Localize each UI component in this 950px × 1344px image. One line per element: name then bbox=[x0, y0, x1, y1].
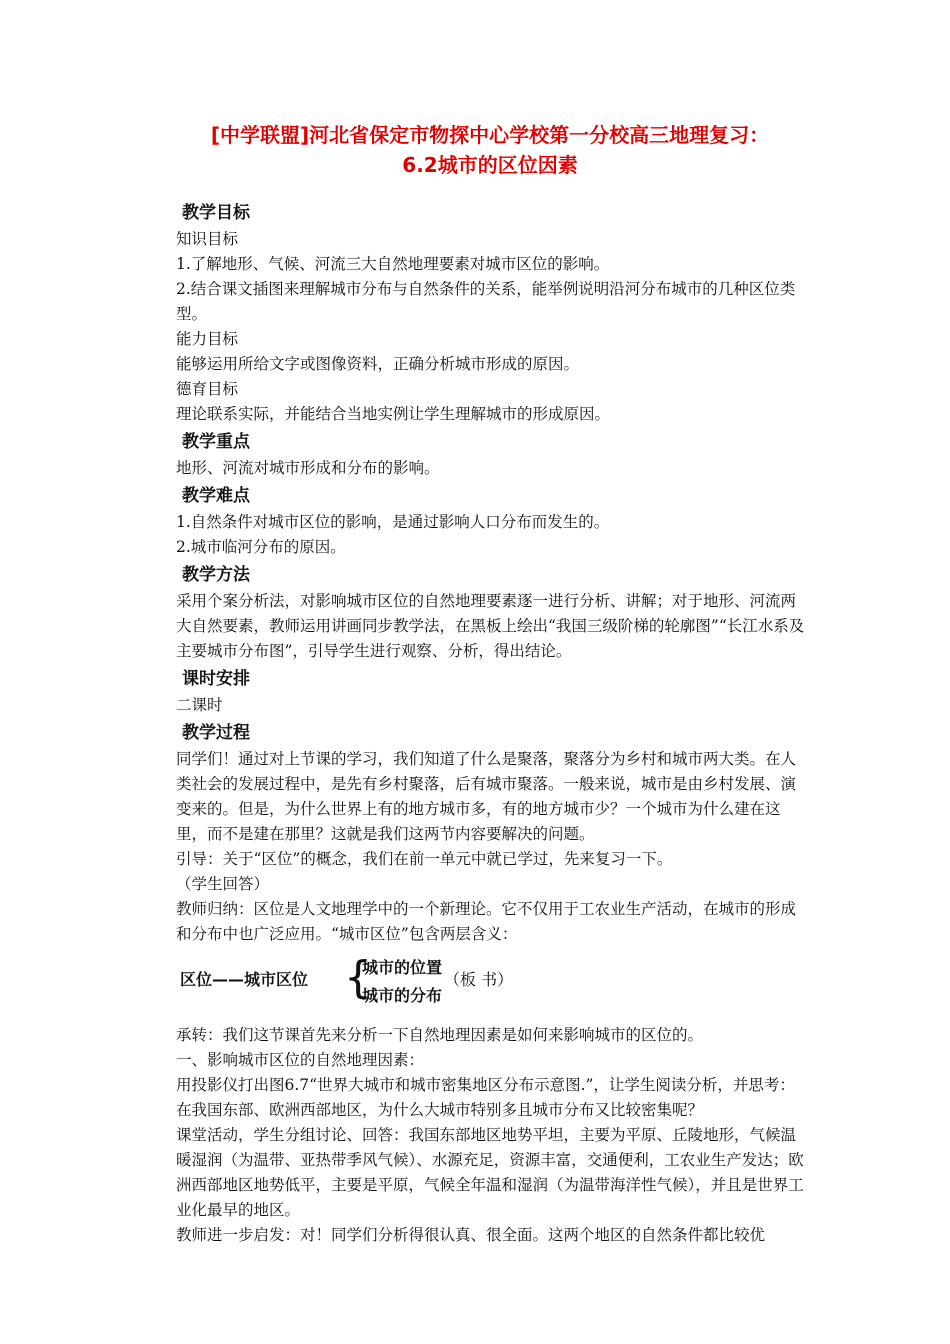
heading-process: 教学过程 bbox=[182, 723, 250, 743]
moral-label: 德育目标 bbox=[176, 380, 239, 398]
heading-methods: 教学方法 bbox=[182, 565, 250, 585]
blackboard-formula bbox=[176, 951, 808, 1011]
process-paragraph-3: （学生回答） bbox=[176, 875, 270, 893]
formula-item-1: 城市的位置 bbox=[362, 958, 443, 977]
process-paragraph-5: 承转：我们这节课首先来分析一下自然地理因素是如何来影响城市的区位的。 bbox=[176, 1026, 704, 1044]
heading-difficulties: 教学难点 bbox=[182, 486, 250, 506]
heading-goals: 教学目标 bbox=[182, 203, 250, 223]
process-paragraph-2: 引导：关于“区位”的概念，我们在前一单元中就已学过，先来复习一下。 bbox=[176, 850, 673, 868]
heading-schedule: 课时安排 bbox=[182, 669, 250, 689]
methods-text: 采用个案分析法，对影响城市区位的自然地理要素逐一进行分析、讲解；对于地形、河流两大自然要素，教师运用讲画同步教学法，在黑板上绘出“我国三级阶梯的轮廓图”“长江水系及主要城市分布图”，引导学生进行观察、分析，得出结论。 bbox=[176, 592, 805, 660]
brace-icon: { bbox=[344, 952, 372, 1003]
difficulty-item-2: 2.城市临河分布的原因。 bbox=[176, 538, 346, 556]
formula-note: （板 书） bbox=[444, 970, 514, 989]
schedule-text: 二课时 bbox=[176, 696, 223, 714]
title-line-1: [中学联盟]河北省保定市物探中心学校第一分校高三地理复习： bbox=[210, 123, 770, 147]
knowledge-label: 知识目标 bbox=[176, 230, 239, 248]
document-title bbox=[150, 120, 830, 180]
ability-text: 能够运用所给文字或图像资料，正确分析城市形成的原因。 bbox=[176, 355, 580, 373]
title-line-2: 6.2城市的区位因素 bbox=[402, 153, 578, 177]
key-points-text: 地形、河流对城市形成和分布的影响。 bbox=[176, 459, 440, 477]
heading-key-points: 教学重点 bbox=[182, 432, 250, 452]
process-paragraph-1: 同学们！通过对上节课的学习，我们知道了什么是聚落，聚落分为乡村和城市两大类。在人类社会的发展过程中，是先有乡村聚落，后有城市聚落。一般来说，城市是由乡村发展、演变来的。但是，为什么世界上有的地方城市多，有的地方城市少？一个城市为什么建在这里，而不是建在那里？这就是我们这两节内容要解决的问题。 bbox=[176, 750, 797, 843]
formula-left: 区位——城市区位 bbox=[180, 970, 309, 989]
ability-label: 能力目标 bbox=[176, 330, 239, 348]
moral-text: 理论联系实际，并能结合当地实例让学生理解城市的形成原因。 bbox=[176, 405, 611, 423]
process-paragraph-9: 教师进一步启发：对！同学们分析得很认真、很全面。这两个地区的自然条件都比较优 bbox=[176, 1226, 766, 1244]
knowledge-item-1: 1.了解地形、气候、河流三大自然地理要素对城市区位的影响。 bbox=[176, 255, 610, 273]
process-paragraph-6: 一、影响城市区位的自然地理因素： bbox=[176, 1051, 425, 1069]
process-paragraph-7: 用投影仪打出图6.7“世界大城市和城市密集地区分布示意图.”，让学生阅读分析，并思考：在我国东部、欧洲西部地区，为什么大城市特别多且城市分布又比较密集呢？ bbox=[176, 1076, 795, 1119]
formula-item-2: 城市的分布 bbox=[362, 986, 443, 1005]
process-paragraph-8: 课堂活动，学生分组讨论、回答：我国东部地区地势平坦，主要为平原、丘陵地形，气候温暖湿润（为温带、亚热带季风气候）、水源充足，资源丰富，交通便利，工农业生产发达；欧洲西部地区地势低平，主要是平原，气候全年温和湿润（为温带海洋性气候），并且是世界工业化最早的地区。 bbox=[176, 1126, 804, 1219]
knowledge-item-2: 2.结合课文插图来理解城市分布与自然条件的关系，能举例说明沿河分布城市的几种区位类型。 bbox=[176, 280, 796, 323]
difficulty-item-1: 1.自然条件对城市区位的影响，是通过影响人口分布而发生的。 bbox=[176, 513, 610, 531]
process-paragraph-4: 教师归纳：区位是人文地理学中的一个新理论。它不仅用于工农业生产活动，在城市的形成和分布中也广泛应用。“城市区位”包含两层含义： bbox=[176, 900, 797, 943]
document-body bbox=[176, 198, 808, 1248]
